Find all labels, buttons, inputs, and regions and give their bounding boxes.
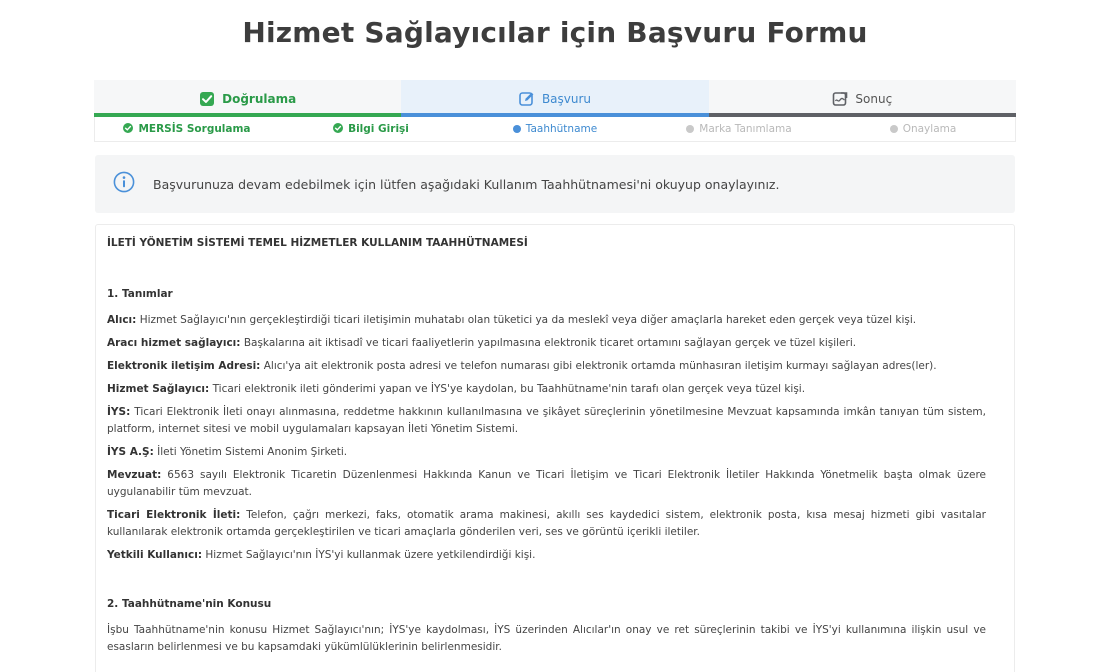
definition-item: Elektronik iletişim Adresi: Alıcı'ya ait elektronik posta adresi ve telefon numarası gibi elektronik ortamda münhasıran iletişim kurmayı sağlayan adres(ler).	[107, 360, 937, 372]
definition-item: İYS A.Ş: İleti Yönetim Sistemi Anonim Şirketi.	[107, 446, 348, 458]
definition-item: Ticari Elektronik İleti: Telefon, çağrı merkezi, faks, otomatik arama makinesi, akıllı ses kaydedici sistem, elektronik posta, kısa mesaj hizmeti gibi vasıtalar kullanılarak elektronik ortamda gerçekleştirilen ve ticari amaçlarla gönderilen veri, ses ve görüntü içerikli iletiler.	[107, 509, 987, 538]
document-title: İLETİ YÖNETİM SİSTEMİ TEMEL HİZMETLER KULLANIM TAAHHÜTNAMESİ	[107, 237, 528, 249]
section-title: 2. Taahhütname'nin Konusu	[107, 598, 272, 610]
step-label: Başvuru	[541, 91, 592, 106]
definition-item: İYS: Ticari Elektronik İleti onayı alınmasına, reddetme hakkının kullanılmasına ve şikâyet süreçlerinin yönetilmesine Mevzuat kapsamında imkân tanıyan tüm sistem, platform, internet sitesi ve mobil uygulamaları kapsayan İleti Yönetim Sistemi.	[107, 406, 986, 435]
substep-mersis-sorgulama[interactable]: MERSİS Sorgulama	[95, 117, 279, 141]
definition-item: Yetkili Kullanıcı: Hizmet Sağlayıcı'nın İYS'yi kullanmak üzere yetkilendirdiği kişi.	[107, 549, 536, 561]
substep-marka-tanimlama[interactable]: Marka Tanımlama	[647, 117, 831, 141]
terms-document[interactable]	[95, 224, 1015, 672]
check-badge-icon	[199, 91, 215, 107]
edit-pencil-icon	[519, 91, 535, 107]
pending-dot-icon	[890, 125, 898, 133]
substep-bilgi-girisi[interactable]: Bilgi Girişi	[279, 117, 463, 141]
info-text: Başvurunuza devam edebilmek için lütfen aşağıdaki Kullanım Taahhütnamesi'ni okuyup onaylayınız.	[153, 176, 780, 192]
signature-document-icon	[832, 91, 848, 107]
section-paragraph: İşbu Taahhütname'nin konusu Hizmet Sağlayıcı'nın; İYS'ye kaydolması, İYS üzerinden Alıcılar'ın onay ve ret süreçlerinin takibi ve İYS'yi kullanımına ilişkin usul ve esasların belirlenmesi ve bu kapsamdaki yükümlülüklerinin belirlenmesidir.	[107, 624, 986, 653]
substep-progress	[94, 117, 1016, 142]
step-basvuru[interactable]	[401, 80, 708, 117]
substep-taahhutname[interactable]: Taahhütname	[463, 117, 647, 141]
step-dogrulama[interactable]	[94, 80, 401, 117]
definition-item: Mevzuat: 6563 sayılı Elektronik Ticaretin Düzenlenmesi Hakkında Kanun ve Ticari İletişim ve Ticari Elektronik İletiler Hakkında Yönetmelik başta olmak üzere uygulanabilir tüm mevzuat.	[107, 469, 986, 498]
info-circle-icon	[113, 171, 135, 197]
step-sonuc[interactable]	[709, 80, 1016, 117]
active-dot-icon	[513, 125, 521, 133]
check-circle-icon	[333, 123, 343, 136]
definition-item: Hizmet Sağlayıcı: Ticari elektronik ileti gönderimi yapan ve İYS'ye kaydolan, bu Taahhütname'nin tarafı olan gerçek veya tüzel kişi.	[107, 383, 806, 395]
definition-item: Alıcı: Hizmet Sağlayıcı'nın gerçekleştirdiği ticari iletişimin muhatabı olan tüketici ya da meslekî veya diğer amaçlarla hareket eden gerçek veya tüzel kişi.	[107, 314, 917, 326]
definition-item: Aracı hizmet sağlayıcı: Başkalarına ait iktisadî ve ticari faaliyetlerin yapılmasına elektronik ticaret ortamını sağlayan gerçek ve tüzel kişileri.	[107, 337, 857, 349]
section-title: 1. Tanımlar	[107, 288, 173, 300]
substep-onaylama[interactable]: Onaylama	[831, 117, 1015, 141]
pending-dot-icon	[686, 125, 694, 133]
step-label: Doğrulama	[222, 91, 297, 106]
check-circle-icon	[123, 123, 133, 136]
page-title: Hizmet Sağlayıcılar için Başvuru Formu	[242, 16, 868, 49]
info-message	[95, 155, 1015, 213]
step-label: Sonuç	[855, 91, 893, 106]
step-progress	[94, 80, 1016, 117]
